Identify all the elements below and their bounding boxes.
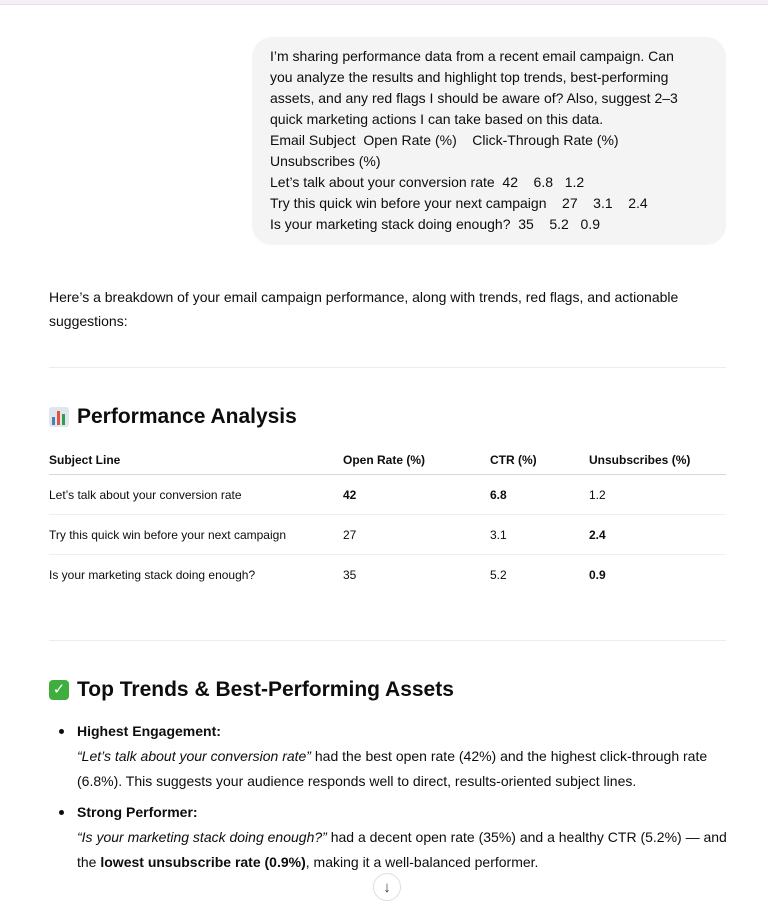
arrow-down-icon: ↓ <box>383 878 391 896</box>
table-header-unsubscribes: Unsubscribes (%) <box>589 446 726 475</box>
list-item <box>49 800 729 875</box>
table-row <box>49 555 726 595</box>
check-mark-emoji-icon: ✓ <box>49 680 69 700</box>
table-cell-subject: Try this quick win before your next campaign <box>49 515 343 555</box>
table-header-subject: Subject Line <box>49 446 343 475</box>
trend-title: Strong Performer: <box>77 804 198 820</box>
trend-text: , making it a well-balanced performer. <box>305 854 539 870</box>
table-cell-open-rate: 27 <box>343 515 490 555</box>
table-header-ctr: CTR (%) <box>490 446 589 475</box>
user-message-line: Unsubscribes (%) <box>270 153 381 169</box>
user-message-line: you analyze the results and highlight top trends, best-performing <box>270 69 669 85</box>
bullet-icon <box>59 810 64 815</box>
table-row <box>49 475 726 515</box>
user-message-line: Is your marketing stack doing enough? 35 5.2 0.9 <box>270 216 600 232</box>
user-message-line: Email Subject Open Rate (%) Click-Through Rate (%) <box>270 132 619 148</box>
bar-chart-emoji-icon <box>49 407 69 427</box>
performance-table <box>49 446 726 594</box>
table-cell-ctr: 3.1 <box>490 515 589 555</box>
table-cell-subject: Is your marketing stack doing enough? <box>49 567 256 582</box>
trend-quote: “Let’s talk about your conversion rate” <box>77 748 311 764</box>
top-border <box>0 0 768 5</box>
trend-text: had a decent open rate (35%) and a healthy CTR (5.2%) — and the <box>77 829 727 870</box>
user-message-line: Let’s talk about your conversion rate 42 6.8 1.2 <box>270 174 585 190</box>
trend-highlight: lowest unsubscribe rate (0.9%) <box>100 854 306 870</box>
section-divider <box>49 367 726 368</box>
table-cell-open-rate: 42 <box>343 475 490 515</box>
scroll-to-bottom-button[interactable] <box>373 873 401 901</box>
user-message-line: quick marketing actions I can take based on this data. <box>270 111 604 127</box>
table-cell-subject: Let’s talk about your conversion rate <box>49 475 343 515</box>
table-row <box>49 515 726 555</box>
list-item <box>49 719 729 794</box>
user-message-line: I’m sharing performance data from a recent email campaign. Can <box>270 48 674 64</box>
user-message-bubble <box>252 37 726 245</box>
table-cell-open-rate: 35 <box>343 567 357 582</box>
table-cell-unsubscribes: 2.4 <box>589 515 726 555</box>
trend-title: Highest Engagement: <box>77 723 221 739</box>
user-message-line: assets, and any red flags I should be aware of? Also, suggest 2–3 <box>270 90 678 106</box>
table-header-open-rate: Open Rate (%) <box>343 446 490 475</box>
bullet-icon <box>59 729 64 734</box>
assistant-intro: Here’s a breakdown of your email campaign performance, along with trends, red flags, and actionable suggestions: <box>49 289 679 329</box>
table-cell-ctr: 5.2 <box>490 567 507 582</box>
table-cell-ctr: 6.8 <box>490 475 589 515</box>
performance-heading-text: Performance Analysis <box>77 405 297 428</box>
performance-heading <box>49 403 297 431</box>
section-divider <box>49 640 726 641</box>
trends-list <box>49 719 729 881</box>
table-cell-unsubscribes: 1.2 <box>589 475 726 515</box>
trend-quote: “Is your marketing stack doing enough?” <box>77 829 327 845</box>
user-message-line: Try this quick win before your next campaign 27 3.1 2.4 <box>270 195 648 211</box>
trend-text: had the best open rate (42%) and the highest click-through rate (6.8%). This suggests your audience responds well to direct, results-oriented subject lines. <box>77 748 708 789</box>
trends-heading <box>49 676 454 704</box>
table-cell-unsubscribes: 0.9 <box>589 567 606 582</box>
table-header-row <box>49 446 726 475</box>
trends-heading-text: Top Trends & Best-Performing Assets <box>77 678 454 701</box>
